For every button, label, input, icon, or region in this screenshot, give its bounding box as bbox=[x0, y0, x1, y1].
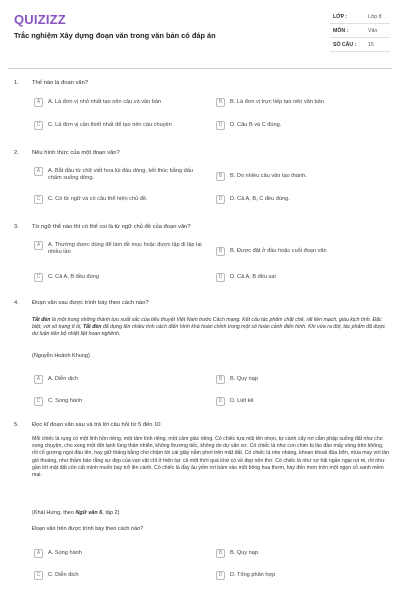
passage-text bbox=[32, 317, 390, 339]
option-d[interactable] bbox=[216, 398, 386, 406]
option-letter-b: B bbox=[216, 98, 225, 107]
option-letter-d: D bbox=[216, 397, 225, 406]
option-text: B. Do nhiều câu văn tạo thành. bbox=[230, 173, 307, 179]
option-text: C. Diễn dịch bbox=[48, 572, 79, 578]
sub-question-text: Đoạn văn trên được trình bày theo cách nào? bbox=[32, 526, 144, 532]
option-text: A. Bắt đầu từ chữ viết hoa lùi đầu dòng, kết thúc bằng dấu chấm xuống dòng. bbox=[48, 168, 193, 182]
option-text: B. Quy nạp bbox=[230, 550, 258, 556]
option-text: D. Câu B và C đúng. bbox=[230, 122, 282, 128]
option-text: B. Được đặt ở đầu hoặc cuối đoạn văn bbox=[230, 248, 327, 254]
option-letter-a: A bbox=[34, 549, 43, 558]
option-a[interactable] bbox=[34, 376, 204, 384]
meta-row-subject bbox=[330, 24, 390, 38]
option-letter-b: B bbox=[216, 247, 225, 256]
option-c[interactable] bbox=[34, 572, 204, 580]
question-number: 1. bbox=[14, 80, 19, 86]
option-b[interactable] bbox=[216, 173, 386, 181]
option-letter-b: B bbox=[216, 549, 225, 558]
option-text: D. Cả A, B, C đều đúng. bbox=[230, 196, 290, 202]
meta-key: LỚP : bbox=[333, 14, 348, 20]
source-book: Ngữ văn 6 bbox=[75, 510, 103, 516]
option-letter-a: A bbox=[34, 241, 43, 250]
option-text: A. Song hành bbox=[48, 550, 82, 556]
option-letter-d: D bbox=[216, 571, 225, 580]
meta-value: 15 bbox=[368, 42, 374, 48]
quizizz-logo: QUIZIZZ bbox=[14, 12, 66, 27]
option-letter-c: C bbox=[34, 195, 43, 204]
option-c[interactable] bbox=[34, 274, 204, 282]
option-text: A. Diễn dịch bbox=[48, 376, 79, 382]
source-part: , tập 2) bbox=[102, 510, 120, 516]
option-text: D. Cả A, B đều sai bbox=[230, 274, 276, 280]
passage-source bbox=[32, 510, 119, 516]
question-text: Đoạn văn sau được trình bày theo cách nào? bbox=[32, 300, 149, 306]
option-text: C. Có từ ngữ và có câu thể hiện chủ đề. bbox=[48, 196, 148, 202]
passage-text: Mỗi chiếc lá rụng có một linh hồn riêng, một tâm tình riêng, một cảm giác riêng. Có chiếc tựa mũi tên nhọn, tự cành cây rơi cắm phập xuống đất như cho xong chuyện, cho xong một đời lạnh lùng thản nhiên, không thương tiếc, không do dự vẩn vơ. Có chiếc lá như con chim bị lảo đảo mấy vòng trên không, rồi cố gượng ngoi đầu lên, hay giữ thăng bằng cho chậm tới cái giây nằm phơi trên mặt đất. Có chiếc lá nhẹ nhàng, khoan khoái đùa bỡn, múa may với làn gió thoảng, như thầm bảo rằng sự đẹp của vạn vật chỉ ở hiện tại: cả một thời quá khứ có về đẹp nên thơ. Có chiếc lá như sợ hãi ngần ngại rụt rè, rồi như gần tới mặt đất còn cất mình muốn bay trở lên cành. Có chiếc lá đầy âu yếm rơi bám vào một bông hoa thơm, hay đến mơn trớn một ngọn cỏ xanh mềm mại. bbox=[32, 436, 390, 478]
meta-row-count bbox=[330, 38, 390, 52]
option-text: A. Là đơn vị nhỏ nhất tạo nên câu và văn bản bbox=[48, 99, 162, 105]
question-text: Đọc kĩ đoạn văn sau và trả lời câu hỏi từ 5 đến 10 bbox=[32, 422, 161, 428]
option-a[interactable] bbox=[34, 99, 204, 107]
meta-value: Lớp 8 bbox=[368, 14, 382, 20]
question-text: Thế nào là đoạn văn? bbox=[32, 80, 89, 86]
meta-key: MÔN : bbox=[333, 28, 349, 34]
option-letter-c: C bbox=[34, 273, 43, 282]
option-c[interactable] bbox=[34, 196, 204, 204]
option-text: C. Cả A, B đều đúng bbox=[48, 274, 99, 280]
option-letter-a: A bbox=[34, 375, 43, 384]
option-a[interactable] bbox=[34, 168, 204, 183]
question-number: 4. bbox=[14, 300, 19, 306]
option-d[interactable] bbox=[216, 572, 386, 580]
worksheet-header bbox=[0, 0, 400, 66]
worksheet-title: Trắc nghiệm Xây dựng đoạn văn trong văn bản có đáp án bbox=[14, 31, 216, 40]
option-d[interactable] bbox=[216, 122, 386, 130]
option-letter-c: C bbox=[34, 121, 43, 130]
option-b[interactable] bbox=[216, 376, 386, 384]
question-3 bbox=[14, 224, 390, 286]
option-b[interactable] bbox=[216, 99, 386, 107]
option-b[interactable] bbox=[216, 550, 386, 558]
worksheet-meta bbox=[330, 10, 390, 52]
option-d[interactable] bbox=[216, 274, 386, 282]
option-letter-b: B bbox=[216, 172, 225, 181]
option-a[interactable] bbox=[34, 242, 204, 257]
option-letter-a: A bbox=[34, 98, 43, 107]
question-2 bbox=[14, 150, 390, 212]
passage-source: (Nguyễn Hoành Khung) bbox=[32, 353, 90, 359]
option-text: C. Là đơn vị cần thiết nhất để tạo nên câu chuyện bbox=[48, 122, 172, 128]
option-text: B. Quy nạp bbox=[230, 376, 258, 382]
header-divider bbox=[8, 68, 392, 69]
option-text: C. Song hành bbox=[48, 398, 83, 404]
option-text: D. Liệt kê bbox=[230, 398, 254, 404]
passage-segment: đã dựng lên nhiều tình cách điển hình khá hoàn chỉnh trong một số hoàn cảnh điển hình. Khi vừa ra đời, tác phẩm đã được dư luận tiến bộ nhiệt liệt hoan nghênh. bbox=[32, 324, 386, 338]
option-letter-a: A bbox=[34, 167, 43, 176]
question-number: 2. bbox=[14, 150, 19, 156]
option-text: D. Tổng phân hợp bbox=[230, 572, 276, 578]
question-1 bbox=[14, 80, 390, 132]
meta-row-grade bbox=[330, 10, 390, 24]
meta-value: Văn bbox=[368, 28, 378, 34]
option-letter-d: D bbox=[216, 195, 225, 204]
question-number: 3. bbox=[14, 224, 19, 230]
question-number: 5. bbox=[14, 422, 19, 428]
option-letter-c: C bbox=[34, 397, 43, 406]
question-5 bbox=[14, 422, 390, 594]
option-d[interactable] bbox=[216, 196, 386, 204]
option-letter-d: D bbox=[216, 273, 225, 282]
question-text: Nêu hình thức của một đoạn văn? bbox=[32, 150, 120, 156]
source-part: (Khái Hưng, theo bbox=[32, 510, 76, 516]
meta-key: SỐ CÂU : bbox=[333, 42, 357, 48]
option-a[interactable] bbox=[34, 550, 204, 558]
passage-segment: là một trong những thành tựu xuất sắc của tiểu thuyết Việt Nam trước Cách mạng. Kết cấu tác phẩm chặt chẽ, rất liền mạch, giàu kịch tính. Đặc biệt, với số trang ít ỏi, bbox=[32, 317, 382, 331]
passage-book-title: Tắt đèn bbox=[32, 317, 51, 323]
option-letter-c: C bbox=[34, 571, 43, 580]
question-4 bbox=[14, 300, 390, 418]
question-text: Từ ngữ thể nào thì có thể coi là từ ngữ chủ đề của đoạn văn? bbox=[32, 224, 191, 230]
option-letter-b: B bbox=[216, 375, 225, 384]
option-letter-d: D bbox=[216, 121, 225, 130]
passage-book-title: Tắt đèn bbox=[83, 324, 102, 331]
option-text: A. Thường được dùng để làm đề mục hoặc được lặp đi lặp lại nhiều lần bbox=[48, 242, 202, 256]
option-text: B. Là đơn vị trực tiếp tạo nên văn bản bbox=[230, 99, 324, 105]
option-b[interactable] bbox=[216, 248, 386, 256]
option-c[interactable] bbox=[34, 122, 212, 130]
option-c[interactable] bbox=[34, 398, 204, 406]
